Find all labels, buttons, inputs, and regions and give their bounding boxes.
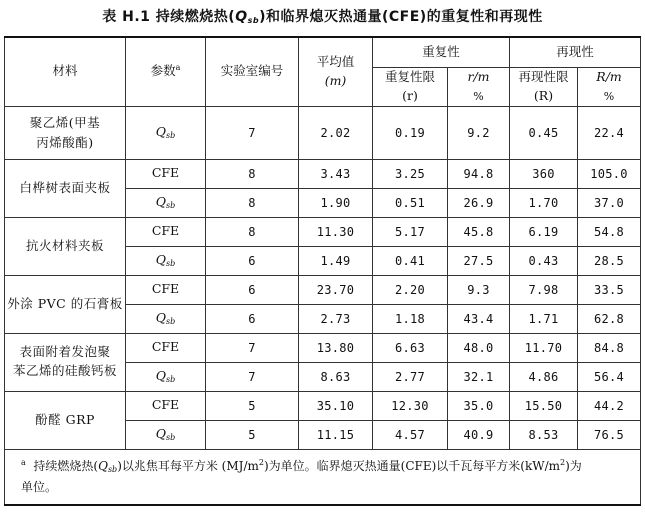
r-over-m-cell: 40.9	[448, 420, 510, 449]
parameter-cell: $Q_{sb}$	[126, 246, 206, 275]
R-over-m-cell: 76.5	[578, 420, 641, 449]
mean-cell: 35.10	[299, 391, 373, 420]
r-over-m-cell: 94.8	[448, 159, 510, 188]
r-over-m-cell: 32.1	[448, 362, 510, 391]
material-name-cell	[5, 275, 126, 333]
labs-cell: 5	[206, 420, 299, 449]
mean-cell: 11.30	[299, 217, 373, 246]
R-over-m-cell: 22.4	[578, 106, 641, 159]
repeatability-limit-cell: 0.41	[373, 246, 448, 275]
repeatability-limit-cell: 2.77	[373, 362, 448, 391]
mean-cell: 11.15	[299, 420, 373, 449]
title-suffix: )和临界熄灭热通量(CFE)的重复性和再现性	[259, 9, 543, 25]
repeatability-limit-cell: 4.57	[373, 420, 448, 449]
parameter-cell: CFE	[126, 159, 206, 188]
header-material: 材料	[5, 37, 126, 106]
mean-cell: 2.02	[299, 106, 373, 159]
parameter-cell: CFE	[126, 333, 206, 362]
repeatability-limit-cell: 6.63	[373, 333, 448, 362]
header-repeatability: 重复性	[373, 37, 510, 68]
parameter-cell: $Q_{sb}$	[126, 420, 206, 449]
reproducibility-limit-cell: 1.71	[510, 304, 578, 333]
labs-cell: 6	[206, 304, 299, 333]
title-q-symbol: Q	[235, 9, 248, 25]
labs-cell: 6	[206, 275, 299, 304]
repeatability-limit-cell: 0.51	[373, 188, 448, 217]
labs-cell: 8	[206, 159, 299, 188]
header-reproducibility-limit: 再现性限 (R)	[510, 68, 578, 107]
repeatability-limit-cell: 2.20	[373, 275, 448, 304]
r-over-m-cell: 43.4	[448, 304, 510, 333]
r-over-m-cell: 45.8	[448, 217, 510, 246]
reproducibility-limit-cell: 4.86	[510, 362, 578, 391]
material-name-line: 苯乙烯的硅酸钙板	[12, 363, 117, 378]
mean-cell: 3.43	[299, 159, 373, 188]
material-name-cell	[5, 333, 126, 391]
repeatability-limit-cell: 0.19	[373, 106, 448, 159]
reproducibility-limit-cell: 8.53	[510, 420, 578, 449]
table-row	[5, 159, 641, 188]
r-over-m-cell: 9.3	[448, 275, 510, 304]
repeatability-limit-cell: 3.25	[373, 159, 448, 188]
table-footnote: $^a$ 持续燃烧热$(Q_{sb})$以兆焦耳每平方米 $(MJ/m^2)$为单位。临界熄灭热通量(CFE)以千瓦每平方米$(kW/m^2)$为 单位。	[5, 449, 641, 505]
material-name-line: 抗火材料夹板	[25, 237, 104, 253]
R-over-m-cell: 84.8	[578, 333, 641, 362]
header-repeatability-limit: 重复性限 (r)	[373, 68, 448, 107]
header-reproducibility: 再现性	[510, 37, 641, 68]
table-row	[5, 391, 641, 420]
r-over-m-cell: 48.0	[448, 333, 510, 362]
table-row	[5, 106, 641, 159]
reproducibility-limit-cell: 7.98	[510, 275, 578, 304]
table-row	[5, 275, 641, 304]
material-name-cell	[5, 217, 126, 275]
data-table	[4, 36, 641, 506]
labs-cell: 7	[206, 106, 299, 159]
R-over-m-cell: 56.4	[578, 362, 641, 391]
reproducibility-limit-cell: 15.50	[510, 391, 578, 420]
parameter-cell: CFE	[126, 275, 206, 304]
parameter-cell: $Q_{sb}$	[126, 106, 206, 159]
parameter-cell: $Q_{sb}$	[126, 304, 206, 333]
mean-cell: 23.70	[299, 275, 373, 304]
R-over-m-cell: 37.0	[578, 188, 641, 217]
labs-cell: 7	[206, 362, 299, 391]
mean-cell: 8.63	[299, 362, 373, 391]
labs-cell: 8	[206, 217, 299, 246]
R-over-m-cell: 62.8	[578, 304, 641, 333]
header-r-over-m: r/m %	[448, 68, 510, 107]
header-R-over-m: R/m %	[578, 68, 641, 107]
material-name-cell	[5, 391, 126, 449]
material-name-cell	[5, 106, 126, 159]
table-body	[5, 106, 641, 449]
material-name-line: 外涂 PVC 的石膏板	[7, 295, 123, 311]
header-parameter: 参数$^a$	[126, 37, 206, 106]
material-name-line: 白桦树表面夹板	[19, 179, 111, 195]
parameter-cell: $Q_{sb}$	[126, 188, 206, 217]
parameter-cell: $Q_{sb}$	[126, 362, 206, 391]
r-over-m-cell: 35.0	[448, 391, 510, 420]
r-over-m-cell: 27.5	[448, 246, 510, 275]
r-over-m-cell: 9.2	[448, 106, 510, 159]
labs-cell: 5	[206, 391, 299, 420]
reproducibility-limit-cell: 1.70	[510, 188, 578, 217]
material-name-cell	[5, 159, 126, 217]
repeatability-limit-cell: 5.17	[373, 217, 448, 246]
R-over-m-cell: 105.0	[578, 159, 641, 188]
material-name-line: 表面附着发泡聚	[19, 344, 111, 360]
table-row	[5, 333, 641, 362]
mean-cell: 13.80	[299, 333, 373, 362]
repeatability-limit-cell: 12.30	[373, 391, 448, 420]
reproducibility-limit-cell: 0.43	[510, 246, 578, 275]
reproducibility-limit-cell: 11.70	[510, 333, 578, 362]
material-name-line: 丙烯酸酯)	[36, 134, 94, 150]
reproducibility-limit-cell: 6.19	[510, 217, 578, 246]
mean-cell: 1.49	[299, 246, 373, 275]
title-prefix: 表 H.1 持续燃烧热(	[102, 9, 236, 25]
mean-cell: 1.90	[299, 188, 373, 217]
parameter-cell: CFE	[126, 217, 206, 246]
repeatability-limit-cell: 1.18	[373, 304, 448, 333]
R-over-m-cell: 54.8	[578, 217, 641, 246]
labs-cell: 6	[206, 246, 299, 275]
material-name-line: 酚醛 GRP	[35, 411, 95, 427]
R-over-m-cell: 44.2	[578, 391, 641, 420]
title-q-sub: sb	[247, 16, 260, 25]
r-over-m-cell: 26.9	[448, 188, 510, 217]
table-row	[5, 217, 641, 246]
labs-cell: 7	[206, 333, 299, 362]
R-over-m-cell: 33.5	[578, 275, 641, 304]
table-title	[0, 6, 645, 26]
header-labs: 实验室编号	[206, 37, 299, 106]
mean-cell: 2.73	[299, 304, 373, 333]
reproducibility-limit-cell: 0.45	[510, 106, 578, 159]
header-mean: 平均值 (m)	[299, 37, 373, 106]
labs-cell: 8	[206, 188, 299, 217]
material-name-line: 聚乙烯(甲基	[29, 115, 101, 131]
R-over-m-cell: 28.5	[578, 246, 641, 275]
reproducibility-limit-cell: 360	[510, 159, 578, 188]
parameter-cell: CFE	[126, 391, 206, 420]
